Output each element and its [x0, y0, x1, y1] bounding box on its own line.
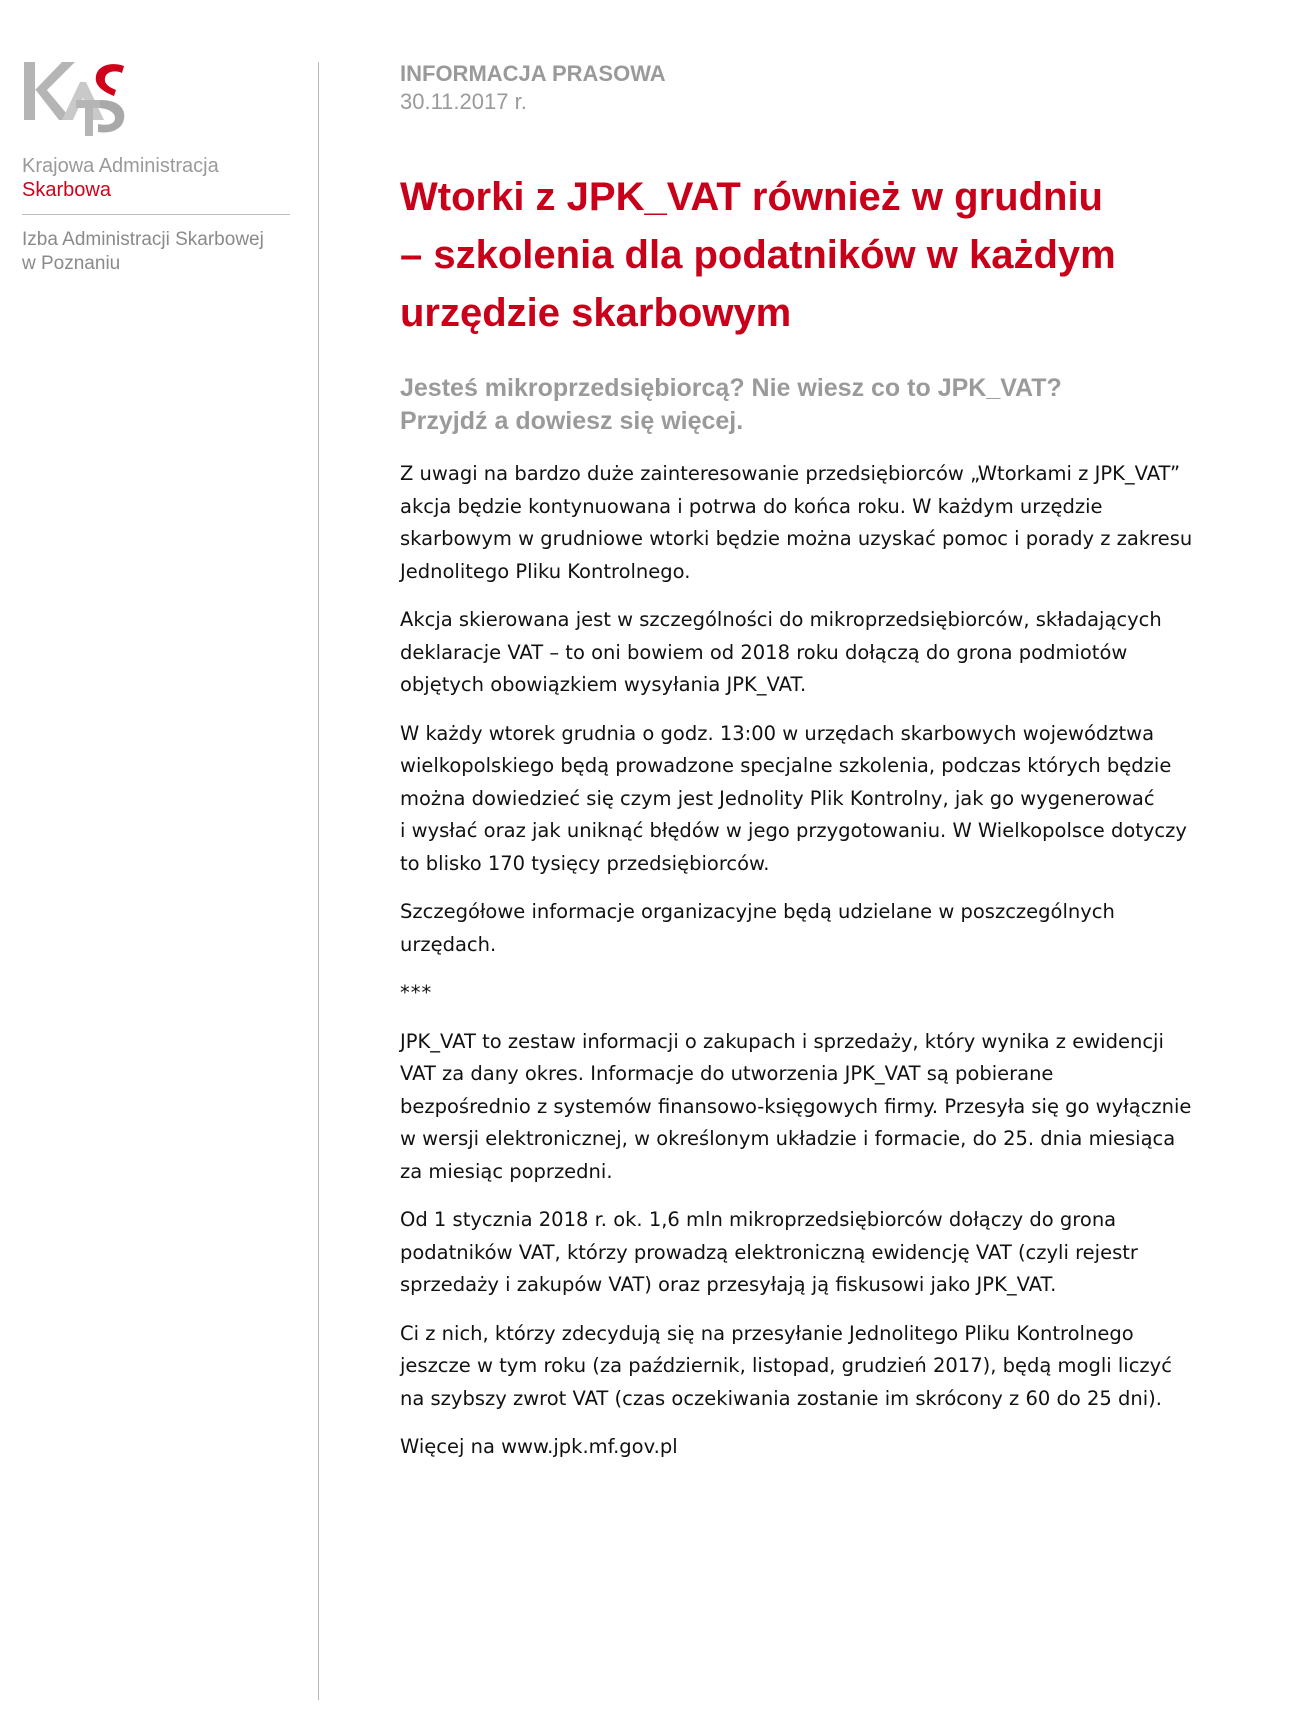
paragraph-more-info [400, 1431, 1220, 1464]
paragraph [400, 718, 1220, 881]
text-line: deklaracje VAT – to oni bowiem od 2018 roku dołączą do grona podmiotów [400, 640, 1128, 664]
text-line: VAT za dany okres. Informacje do utworzenia JPK_VAT są pobierane [400, 1062, 1054, 1085]
paragraph [400, 458, 1220, 588]
org-subunit-line2: w Poznaniu [22, 253, 121, 274]
paragraph [400, 1204, 1220, 1302]
text-line: Z uwagi na bardzo duże zainteresowanie przedsiębiorców „Wtorkami z JPK_VAT” [400, 462, 1181, 485]
paragraph [400, 1318, 1220, 1416]
org-subunit-line1: Izba Administracji Skarbowej [22, 229, 264, 250]
article-title [400, 168, 1220, 342]
text-line: Jednolitego Pliku Kontrolnego. [400, 559, 691, 583]
text-line: bezpośrednio z systemów finansowo-księgowych firmy. Przesyła się go wyłącznie [400, 1094, 1192, 1118]
text-line: JPK_VAT to zestaw informacji o zakupach i sprzedaży, który wynika z ewidencji [400, 1029, 1164, 1053]
article-body [400, 458, 1220, 1464]
text-line: za miesiąc poprzedni. [400, 1159, 613, 1183]
text-line: na szybszy zwrot VAT (czas oczekiwania zostanie im skrócony z 60 do 25 dni). [400, 1386, 1162, 1410]
text-line: Akcja skierowana jest w szczególności do mikroprzedsiębiorców, składających [400, 608, 1162, 631]
article-title-line: Wtorki z JPK_VAT również w grudniu [400, 175, 1103, 219]
text-line: skarbowym w grudniowe wtorki będzie można uzyskać pomoc i porady z zakresu [400, 527, 1193, 550]
article-lead-line: Przyjdź a dowiesz się więcej. [400, 407, 744, 435]
text-line: i wysłać oraz jak uniknąć błędów w jego przygotowaniu. W Wielkopolsce dotyczy [400, 819, 1187, 842]
org-subunit [22, 228, 264, 276]
text-line: objętych obowiązkiem wysyłania JPK_VAT. [400, 673, 807, 696]
press-release-label: INFORMACJA PRASOWA [400, 61, 666, 86]
org-divider [22, 214, 290, 215]
text-line: urzędach. [400, 932, 497, 956]
text-line: to blisko 170 tysięcy przedsiębiorców. [400, 851, 770, 875]
text-line: Od 1 stycznia 2018 r. ok. 1,6 mln mikroprzedsiębiorców dołączy do grona [400, 1208, 1117, 1231]
org-name [22, 154, 219, 202]
press-release [400, 60, 1220, 1480]
org-name-line1: Krajowa Administracja [22, 155, 219, 177]
text-line: sprzedaży i zakupów VAT) oraz przesyłają ją fiskusowi jako JPK_VAT. [400, 1273, 1057, 1296]
article-lead [400, 372, 1220, 438]
text-line: wielkopolskiego będą prowadzone specjalne szkolenia, podczas których będzie [400, 754, 1172, 777]
text-line: akcja będzie kontynuowana i potrwa do końca roku. W każdym urzędzie [400, 494, 1103, 518]
paragraph [400, 896, 1220, 961]
section-separator: *** [400, 981, 433, 1004]
text-line: jeszcze w tym roku (za październik, listopad, grudzień 2017), będą mogli liczyć [400, 1354, 1172, 1377]
org-name-line2: Skarbowa [22, 179, 111, 201]
kas-logo-icon [22, 56, 134, 146]
press-release-date: 30.11.2017 r. [400, 89, 527, 114]
text-line: W każdy wtorek grudnia o godz. 13:00 w urzędach skarbowych województwa [400, 721, 1155, 745]
vertical-divider [318, 62, 319, 1700]
more-info-link-text: Więcej na www.jpk.mf.gov.pl [400, 1435, 678, 1458]
sidebar [0, 0, 318, 1711]
paragraph [400, 1026, 1220, 1189]
paragraph [400, 604, 1220, 702]
article-lead-line: Jesteś mikroprzedsiębiorcą? Nie wiesz co to JPK_VAT? [400, 374, 1062, 402]
text-line: można dowiedzieć się czym jest Jednolity Plik Kontrolny, jak go wygenerować [400, 786, 1155, 810]
article-title-line: urzędzie skarbowym [400, 291, 792, 335]
article-title-line: – szkolenia dla podatników w każdym [400, 233, 1116, 277]
text-line: Ci z nich, którzy zdecydują się na przesyłanie Jednolitego Pliku Kontrolnego [400, 1321, 1134, 1345]
text-line: podatników VAT, którzy prowadzą elektroniczną ewidencję VAT (czyli rejestr [400, 1240, 1138, 1264]
text-line: w wersji elektronicznej, w określonym układzie i formacie, do 25. dnia miesiąca [400, 1127, 1176, 1150]
text-line: Szczegółowe informacje organizacyjne będą udzielane w poszczególnych [400, 900, 1115, 923]
